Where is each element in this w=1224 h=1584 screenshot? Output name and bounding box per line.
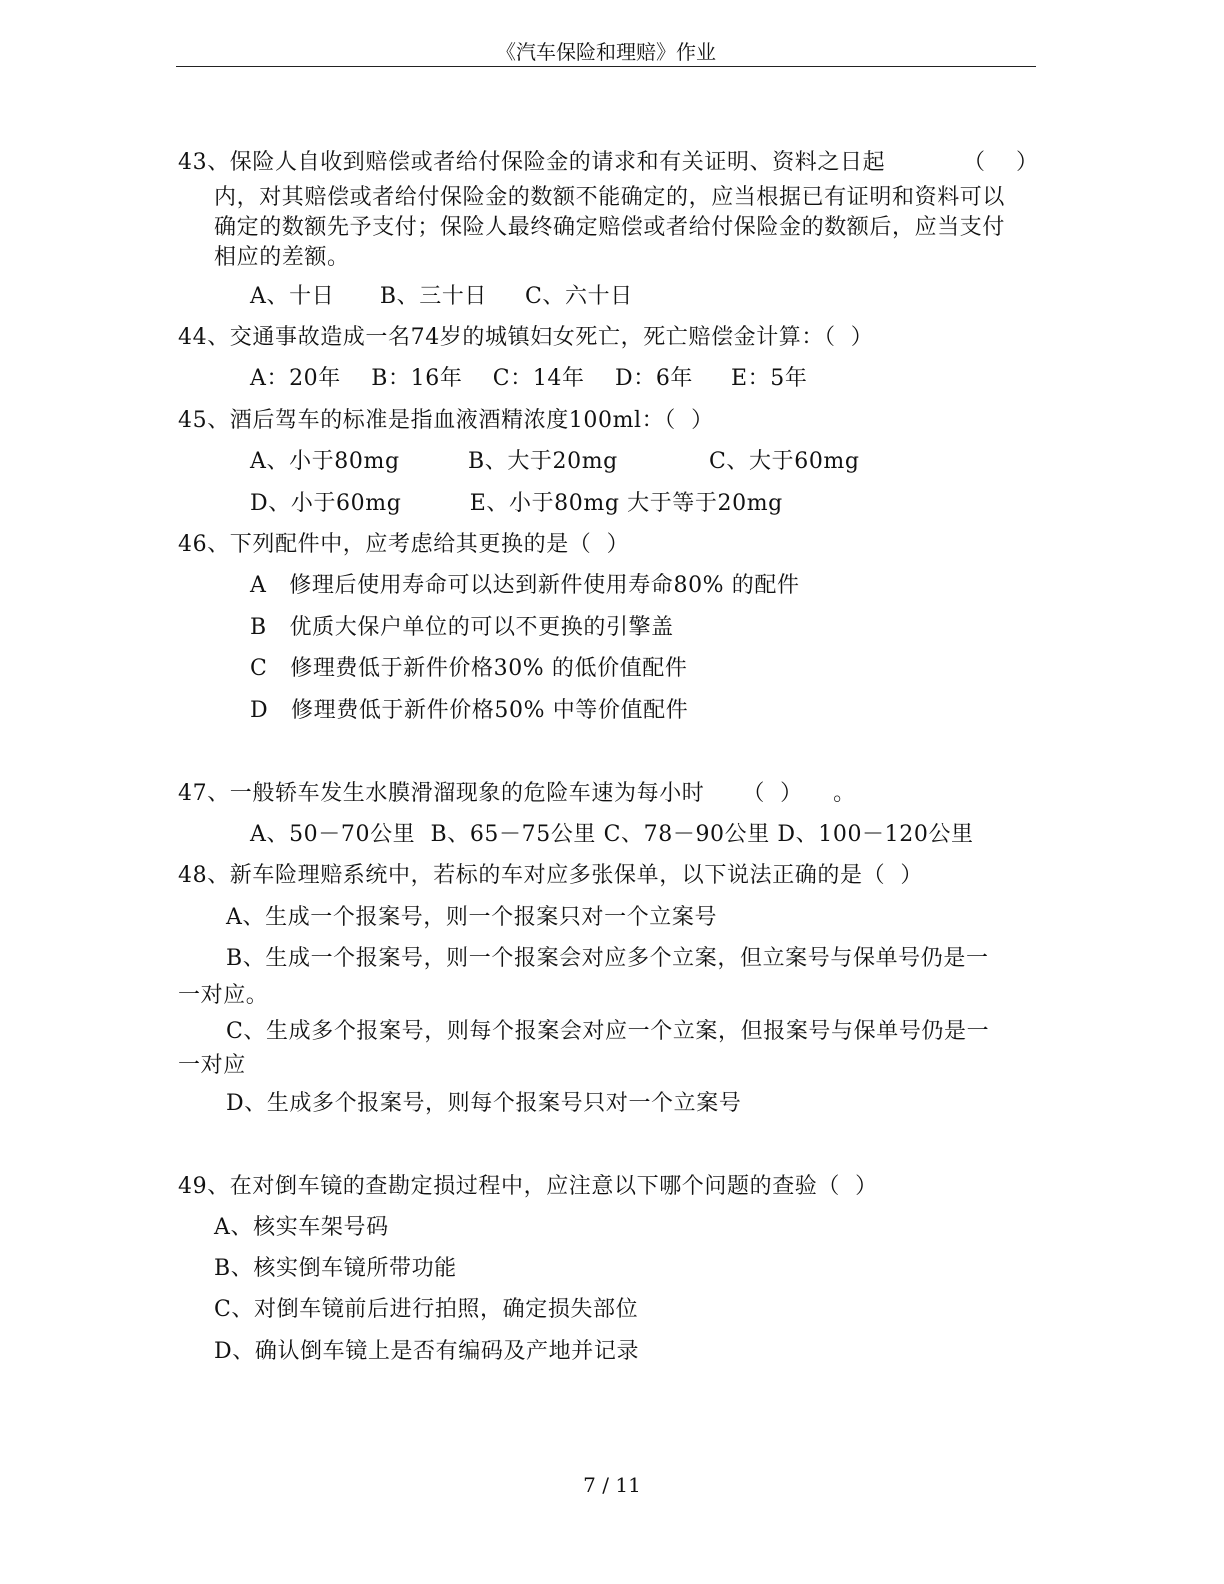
q49-stem: 49、在对倒车镜的查勘定损过程中，应注意以下哪个问题的查验（ ）	[178, 1174, 878, 1199]
q43-line-3: 确定的数额先予支付；保险人最终确定赔偿或者给付保险金的数额后，应当支付	[214, 215, 1006, 240]
q45-stem: 45、酒后驾车的标准是指血液酒精浓度100ml：（ ）	[178, 408, 714, 433]
q48-stem: 48、新车险理赔系统中，若标的车对应多张保单，以下说法正确的是（ ）	[178, 863, 923, 888]
q49-option-d: D、确认倒车镜上是否有编码及产地并记录	[214, 1339, 640, 1364]
q43-line-1: 43、保险人自收到赔偿或者给付保险金的请求和有关证明、资料之日起	[178, 150, 886, 175]
q49-option-c: C、对倒车镜前后进行拍照，确定损失部位	[214, 1297, 639, 1322]
q48-option-d: D、生成多个报案号，则每个报案号只对一个立案号	[226, 1091, 742, 1116]
q46-option-d: D 修理费低于新件价格50% 中等价值配件	[250, 698, 689, 723]
q45-options-row-1: A、小于80mg B、大于20mg C、大于60mg	[250, 449, 860, 474]
q44-options: A：20年 B：16年 C：14年 D：6年 E：5年	[250, 366, 808, 391]
page-header: 《汽车保险和理赔》作业	[176, 38, 1036, 67]
q46-option-b: B 优质大保户单位的可以不更换的引擎盖	[250, 615, 674, 640]
q43-options: A、十日 B、三十日 C、六十日	[250, 284, 633, 309]
q48-option-c-line-2: 一对应	[178, 1053, 246, 1078]
q47-options: A、50－70公里 B、65－75公里 C、78－90公里 D、100－120公里	[250, 822, 974, 847]
q46-stem: 46、下列配件中，应考虑给其更换的是（ ）	[178, 532, 630, 557]
q46-option-c: C 修理费低于新件价格30% 的低价值配件	[250, 656, 688, 681]
q48-option-a: A、生成一个报案号，则一个报案只对一个立案号	[226, 905, 718, 930]
page-number: 7 / 11	[583, 1473, 641, 1497]
q44-stem: 44、交通事故造成一名74岁的城镇妇女死亡，死亡赔偿金计算：（ ）	[178, 325, 874, 350]
q49-option-a: A、核实车架号码	[214, 1215, 389, 1240]
q48-option-b-line-1: B、生成一个报案号，则一个报案会对应多个立案，但立案号与保单号仍是一	[226, 946, 989, 971]
q49-option-b: B、核实倒车镜所带功能	[214, 1256, 457, 1281]
q48-option-b-line-2: 一对应。	[178, 983, 269, 1008]
q48-option-c-line-1: C、生成多个报案号，则每个报案会对应一个立案，但报案号与保单号仍是一	[226, 1019, 990, 1044]
q45-options-row-2: D、小于60mg E、小于80mg 大于等于20mg	[250, 491, 783, 516]
q46-option-a: A 修理后使用寿命可以达到新件使用寿命80% 的配件	[250, 573, 800, 598]
q43-line-4: 相应的差额。	[214, 245, 350, 270]
q43-line-2: 内，对其赔偿或者给付保险金的数额不能确定的，应当根据已有证明和资料可以	[214, 185, 1006, 210]
q47-stem: 47、一般轿车发生水膜滑溜现象的危险车速为每小时 （ ） 。	[178, 781, 856, 806]
q43-answer-blank: （ ）	[963, 150, 1039, 175]
